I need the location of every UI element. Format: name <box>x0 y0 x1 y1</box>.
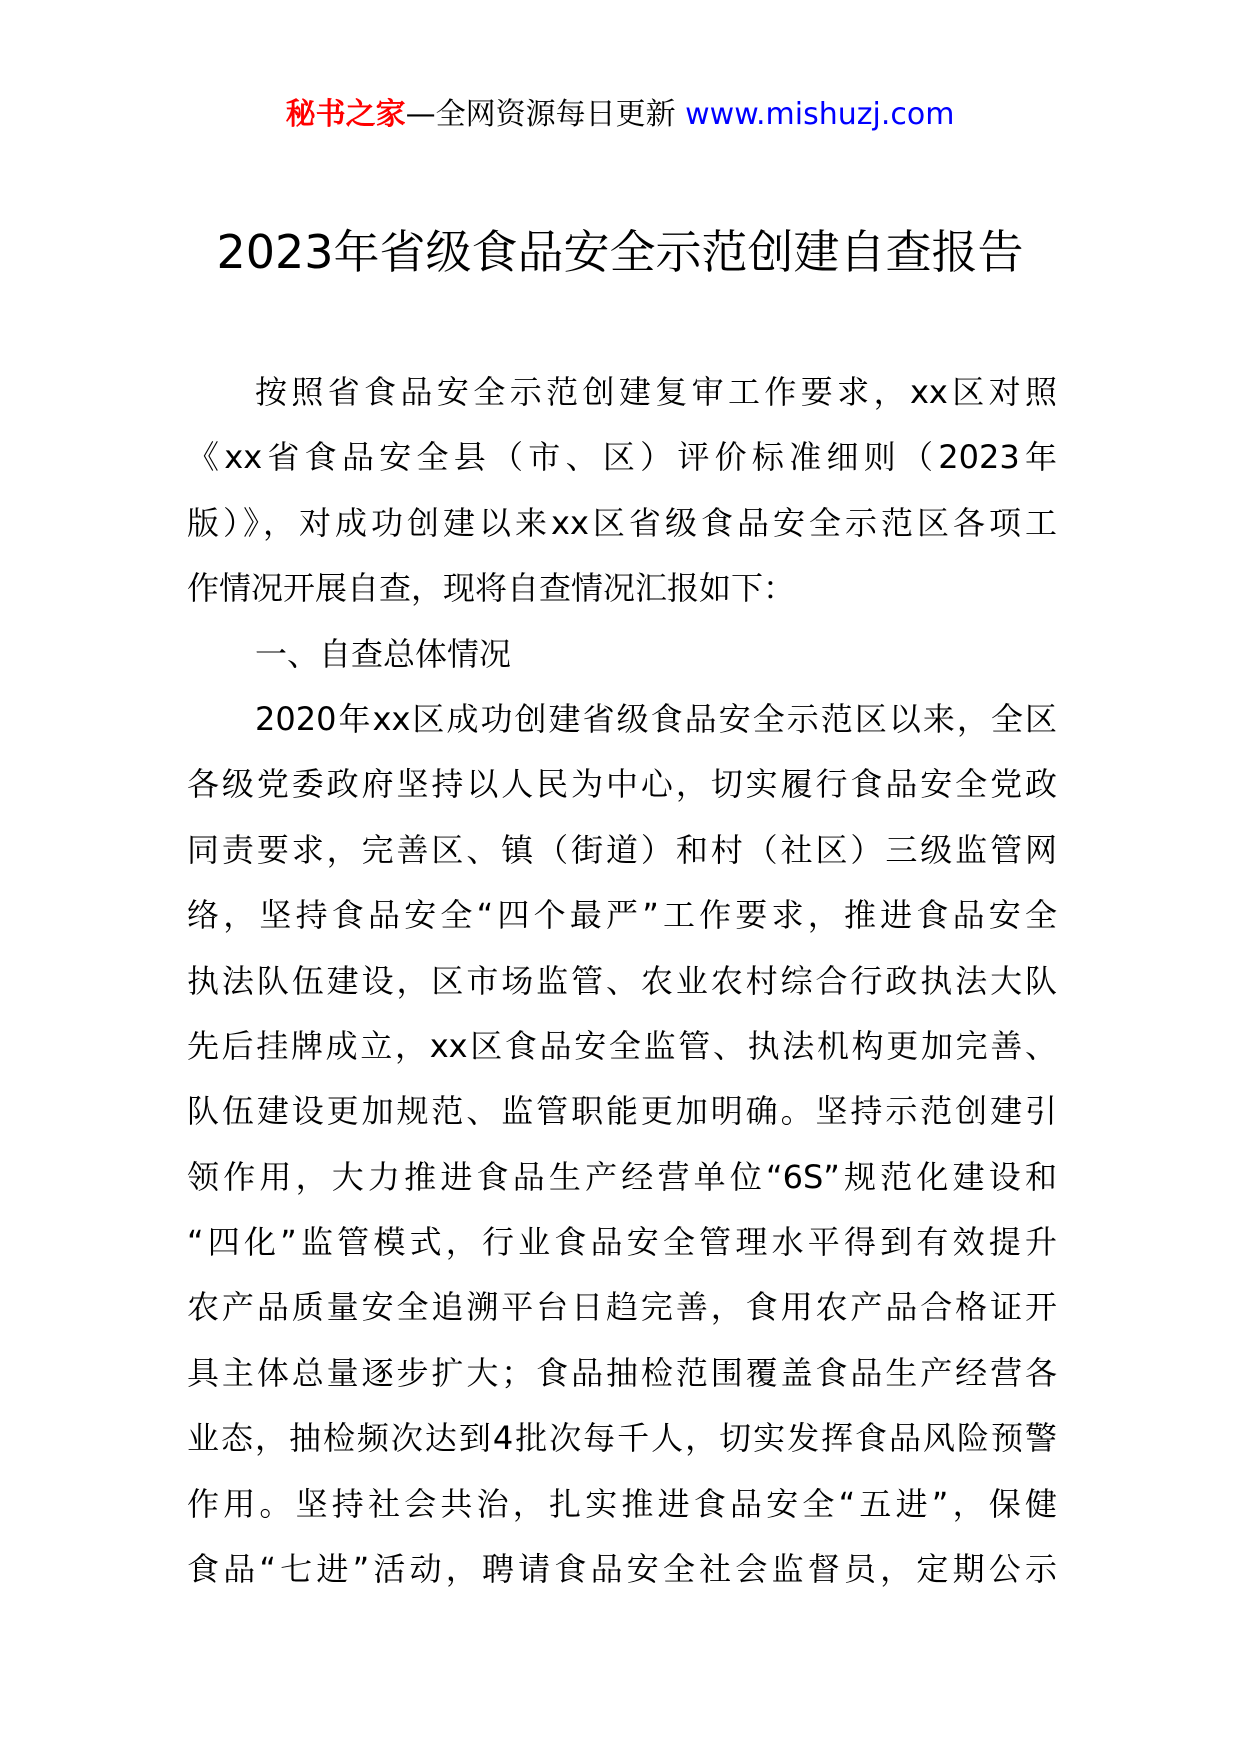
paragraph-line: 业态，抽检频次达到4批次每千人，切实发挥食品风险预警 <box>187 1419 1057 1458</box>
paragraph-line: 农产品质量安全追溯平台日趋完善，食用农产品合格证开 <box>187 1288 1057 1327</box>
document-body <box>187 360 1057 1602</box>
document-title: 2023年省级食品安全示范创建自查报告 <box>216 225 1024 279</box>
paragraph-line: 络，坚持食品安全“四个最严”工作要求，推进食品安全 <box>187 896 1057 935</box>
site-url-link[interactable]: www.mishuzj.com <box>685 97 955 132</box>
paragraph-line: 作用。坚持社会共治，扎实推进食品安全“五进”，保健 <box>187 1484 1057 1523</box>
paragraph-line: 食品“七进”活动，聘请食品安全社会监督员，定期公示 <box>187 1550 1057 1589</box>
brand-name: 秘书之家 <box>285 97 406 132</box>
banner-slogan: —全网资源每日更新 <box>405 97 686 132</box>
paragraph-line: 队伍建设更加规范、监管职能更加明确。坚持示范创建引 <box>187 1092 1057 1131</box>
paragraph-line: 作情况开展自查，现将自查情况汇报如下： <box>187 569 796 608</box>
paragraph-line: 2020年xx区成功创建省级食品安全示范区以来，全区 <box>255 699 1057 738</box>
paragraph-line: 执法队伍建设，区市场监管、农业农村综合行政执法大队 <box>187 961 1057 1000</box>
paragraph-line: 同责要求，完善区、镇（街道）和村（社区）三级监管网 <box>187 830 1057 869</box>
paragraph-line: “四化”监管模式，行业食品安全管理水平得到有效提升 <box>187 1223 1057 1262</box>
paragraph-line: 具主体总量逐步扩大；食品抽检范围覆盖食品生产经营各 <box>187 1353 1057 1392</box>
site-banner <box>0 95 1240 135</box>
paragraph-line: 先后挂牌成立，xx区食品安全监管、执法机构更加完善、 <box>187 1026 1057 1065</box>
paragraph-line: 按照省食品安全示范创建复审工作要求，xx区对照 <box>255 373 1057 411</box>
paragraph-line: 《xx省食品安全县（市、区）评价标准细则（2023年 <box>187 438 1057 477</box>
paragraph-line: 版）》，对成功创建以来xx区省级食品安全示范区各项工 <box>187 503 1057 542</box>
section-heading: 一、自查总体情况 <box>255 634 512 673</box>
paragraph-line: 领作用，大力推进食品生产经营单位“6S”规范化建设和 <box>187 1157 1057 1196</box>
paragraph-line: 各级党委政府坚持以人民为中心，切实履行食品安全党政 <box>187 765 1057 804</box>
